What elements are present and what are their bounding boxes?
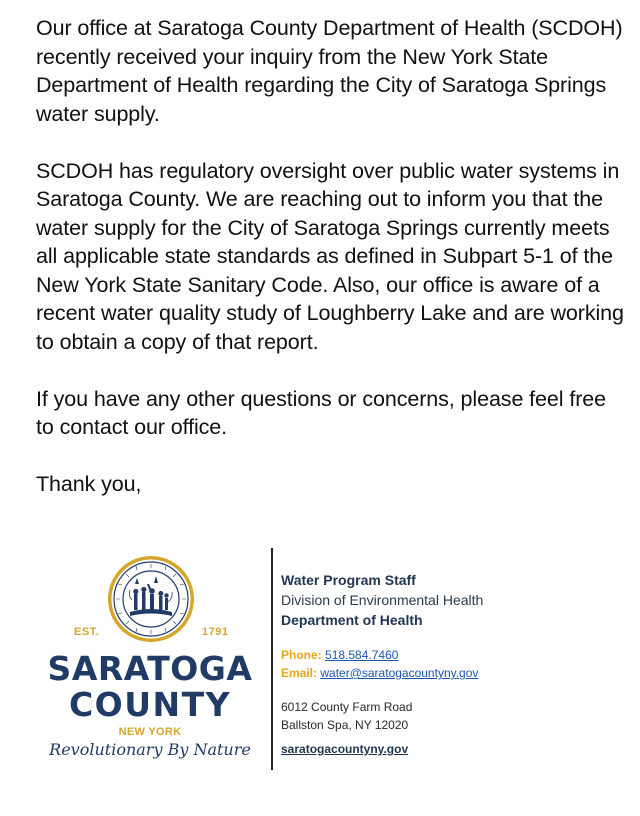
email-signature (40, 548, 600, 773)
county-seal-icon (106, 554, 196, 644)
staff-title: Water Program Staff (281, 572, 416, 588)
address-line-1: 6012 County Farm Road (281, 700, 413, 714)
letter-paragraph-2: SCDOH has regulatory oversight over public water systems in Saratoga County. We are reaching out to inform you that the water supply for the City of Saratoga Springs currently meets all applicable state standards as defined in Subpart 5-1 of the New York State Sanitary Code. Also, our office is aware of a recent water quality study of Loughberry Lake and are working to obtain a copy of that report. (36, 158, 624, 354)
email-link[interactable]: water@saratogacountyny.gov (320, 666, 479, 680)
signature-divider (271, 548, 273, 770)
department-name: Department of Health (281, 612, 423, 628)
phone-label: Phone (281, 648, 318, 662)
logo-state: NEW YORK (118, 726, 182, 738)
letter-paragraph-3: If you have any other questions or concerns, please feel free to contact our office. (36, 386, 606, 439)
logo-name-saratoga: SARATOGA (47, 649, 253, 688)
contact-block (281, 570, 601, 758)
address-line-2: Ballston Spa, NY 12020 (281, 718, 409, 732)
phone-link[interactable]: 518.584.7460 (325, 648, 399, 662)
logo-tagline: Revolutionary By Nature (49, 740, 251, 759)
logo-est-label: EST. (74, 626, 100, 638)
saratoga-county-logo (40, 554, 260, 766)
letter-closing: Thank you, (36, 472, 142, 496)
phone-line: Phone: 518.584.7460 (281, 648, 399, 662)
letter-paragraph-1: Our office at Saratoga County Department of Health (SCDOH) recently received your inquiry from the New York State Department of Health regarding the City of Saratoga Springs water supply. (36, 16, 623, 126)
website-link[interactable]: saratogacountyny.gov (281, 742, 409, 756)
email-label: Email (281, 666, 314, 680)
logo-year: 1791 (202, 626, 229, 638)
email-line: Email: water@saratogacountyny.gov (281, 666, 479, 680)
division-name: Division of Environmental Health (281, 592, 484, 608)
logo-name-county: COUNTY (68, 685, 232, 724)
letter-body (36, 14, 626, 527)
